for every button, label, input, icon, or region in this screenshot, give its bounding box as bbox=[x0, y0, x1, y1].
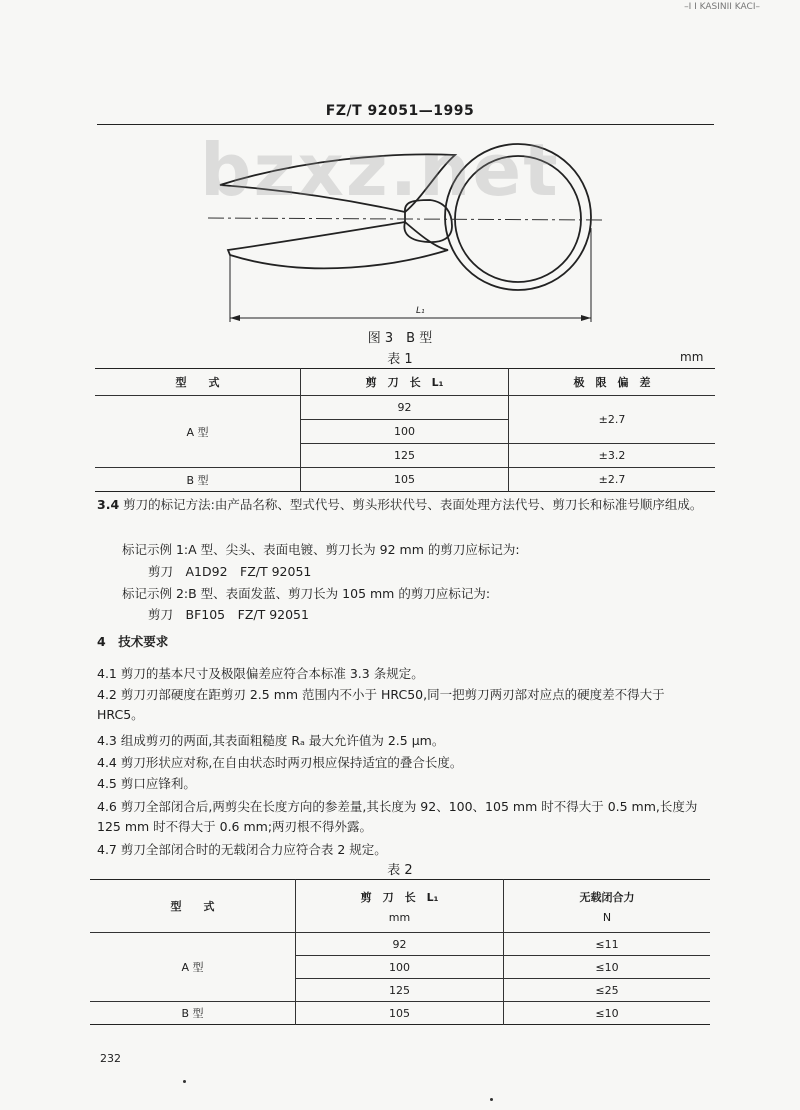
example-2-label: 标记示例 2:B 型、表面发蓝、剪刀长为 105 mm 的剪刀应标记为: bbox=[122, 586, 491, 601]
item-number: 4.4 bbox=[97, 755, 117, 770]
table2-cell-force: ≤10 bbox=[504, 1002, 711, 1025]
item-number: 4.2 bbox=[97, 687, 117, 702]
item-4-4 bbox=[97, 753, 712, 773]
item-text: 剪口应锋利。 bbox=[120, 776, 196, 791]
table2-header-length-label: 剪 刀 长 L₁ bbox=[360, 890, 439, 904]
figure-caption: 图 3 B 型 bbox=[367, 331, 433, 346]
table2-cell-length: 105 bbox=[296, 1002, 504, 1025]
item-number: 4.6 bbox=[97, 799, 117, 814]
table1-cell-deviation: ±2.7 bbox=[509, 468, 716, 492]
item-text: 剪刀形状应对称,在自由状态时两刃根应保持适宜的叠合长度。 bbox=[120, 755, 463, 770]
table2-cell-length: 125 bbox=[296, 979, 504, 1002]
table1-cell-length: 125 bbox=[301, 444, 509, 468]
table-row bbox=[95, 396, 715, 420]
table1-cell-length: 92 bbox=[301, 396, 509, 420]
table1-cell-length: 105 bbox=[301, 468, 509, 492]
item-4-5 bbox=[97, 774, 712, 794]
item-number: 4.1 bbox=[97, 666, 117, 681]
table1-unit: mm bbox=[680, 350, 704, 364]
table1-header-length: 剪 刀 长 L₁ bbox=[301, 369, 509, 396]
table2-cell-force: ≤25 bbox=[504, 979, 711, 1002]
item-text: 剪刀全部闭合后,两剪尖在长度方向的参差量,其长度为 92、100、105 mm 时不得大于 0.5 mm,长度为 125 mm 时不得大于 0.6 mm;两刃根不得外露。 bbox=[97, 799, 698, 834]
table1-header-type: 型 式 bbox=[95, 369, 301, 396]
item-4-1 bbox=[97, 664, 712, 684]
standard-number-header: FZ/T 92051—1995 bbox=[325, 103, 475, 119]
table2-cell-type: A 型 bbox=[90, 933, 296, 1002]
item-text: 剪刀的基本尺寸及极限偏差应符合本标准 3.3 条规定。 bbox=[120, 666, 424, 681]
table1-cell-deviation: ±2.7 bbox=[509, 396, 716, 444]
item-text: 剪刀刃部硬度在距剪刃 2.5 mm 范围内不小于 HRC50,同一把剪刀两刃部对应点的硬度差不得大于 HRC5。 bbox=[97, 687, 665, 722]
table2-header-length bbox=[296, 880, 504, 933]
section-4-heading: 4 技术要求 bbox=[97, 634, 169, 649]
scan-speck bbox=[183, 1080, 186, 1083]
section-number: 3.4 bbox=[97, 497, 120, 512]
item-4-7 bbox=[97, 840, 712, 860]
table1-header-deviation: 极 限 偏 差 bbox=[509, 369, 716, 396]
table-row bbox=[95, 468, 715, 492]
item-number: 4.3 bbox=[97, 733, 117, 748]
table2-cell-length: 92 bbox=[296, 933, 504, 956]
lower-blade bbox=[228, 222, 448, 268]
example-1-code: 剪刀 A1D92 FZ/T 92051 bbox=[148, 564, 312, 579]
item-text: 剪刀全部闭合时的无载闭合力应符合表 2 规定。 bbox=[120, 842, 387, 857]
table2-header-length-unit: mm bbox=[388, 910, 411, 924]
table2-cell-length: 100 bbox=[296, 956, 504, 979]
table2-header-force bbox=[504, 880, 711, 933]
table2-header-type: 型 式 bbox=[90, 880, 296, 933]
table2-header-force-label: 无载闭合力 bbox=[579, 890, 635, 904]
table-row bbox=[90, 1002, 710, 1025]
table-row bbox=[90, 933, 710, 956]
example-1-label: 标记示例 1:A 型、尖头、表面电镀、剪刀长为 92 mm 的剪刀应标记为: bbox=[122, 542, 520, 557]
table-1 bbox=[95, 368, 715, 492]
header-rule bbox=[97, 124, 714, 125]
item-4-2 bbox=[97, 685, 712, 725]
table1-cell-deviation: ±3.2 bbox=[509, 444, 716, 468]
table1-cell-type: A 型 bbox=[95, 396, 301, 468]
table2-cell-type: B 型 bbox=[181, 1007, 204, 1020]
scan-speck bbox=[490, 1098, 493, 1101]
item-number: 4.5 bbox=[97, 776, 117, 791]
item-4-3 bbox=[97, 731, 712, 751]
section-text: 剪刀的标记方法:由产品名称、型式代号、剪头形状代号、表面处理方法代号、剪刀长和标准号顺序组成。 bbox=[123, 497, 703, 512]
table1-cell-length: 100 bbox=[301, 420, 509, 444]
table1-title: 表 1 bbox=[387, 352, 413, 367]
table2-cell-force: ≤10 bbox=[504, 956, 711, 979]
corner-text: –I I KASINII KACI– bbox=[684, 2, 760, 12]
page-number: 232 bbox=[100, 1052, 121, 1065]
item-number: 4.7 bbox=[97, 842, 117, 857]
item-text: 组成剪刃的两面,其表面粗糙度 Rₐ 最大允许值为 2.5 μm。 bbox=[120, 733, 445, 748]
item-4-6 bbox=[97, 797, 712, 837]
table1-cell-type: B 型 bbox=[186, 473, 209, 487]
watermark: bzxz.net bbox=[200, 128, 560, 212]
dimension-label: L₁ bbox=[416, 306, 425, 316]
table2-header-force-unit: N bbox=[602, 910, 612, 924]
section-3-4 bbox=[97, 495, 712, 515]
example-2-code: 剪刀 BF105 FZ/T 92051 bbox=[148, 607, 309, 622]
table-2 bbox=[90, 879, 710, 1025]
table2-cell-force: ≤11 bbox=[504, 933, 711, 956]
table2-title: 表 2 bbox=[387, 863, 413, 878]
